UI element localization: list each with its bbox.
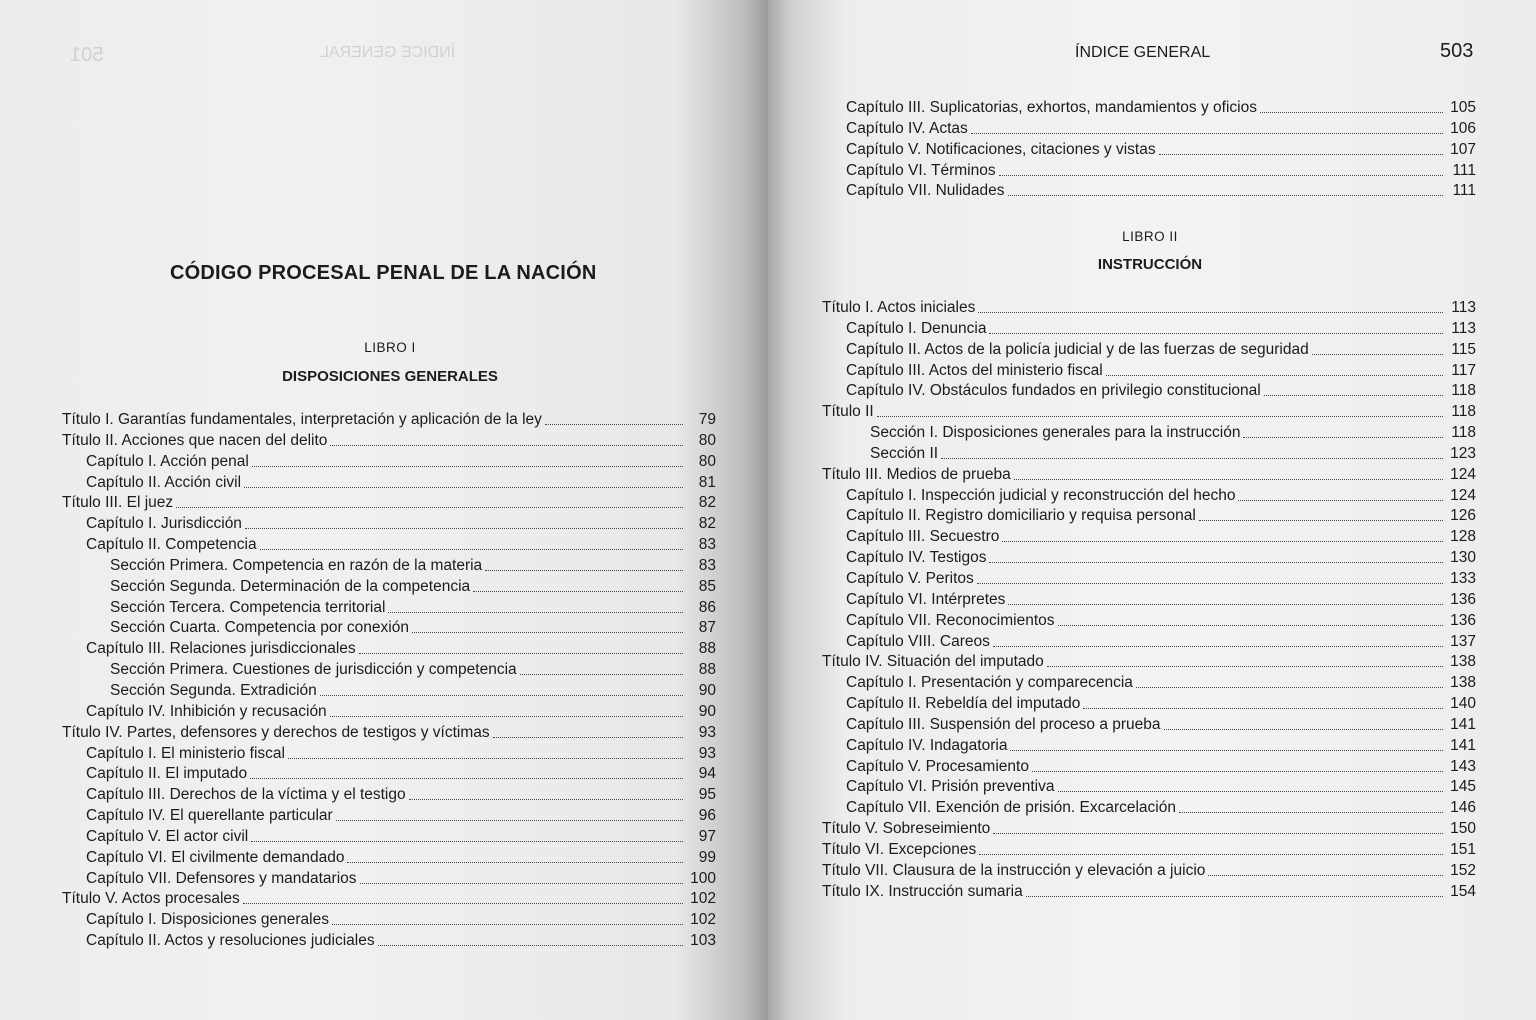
dot-leader xyxy=(1312,340,1443,355)
toc-entry-page: 117 xyxy=(1451,361,1476,379)
toc-entry-page: 99 xyxy=(698,848,716,866)
dot-leader xyxy=(1008,181,1443,196)
toc-entry-page: 97 xyxy=(698,827,716,845)
toc-entry-label: Capítulo II. Actos y resoluciones judiciales xyxy=(86,932,375,950)
toc-entry-page: 80 xyxy=(698,452,716,470)
toc-entry xyxy=(62,723,716,744)
dot-leader xyxy=(330,431,683,446)
toc-entry xyxy=(62,681,716,702)
toc-entry-page: 154 xyxy=(1450,882,1476,900)
toc-entry-label: Capítulo IV. Obstáculos fundados en privilegio constitucional xyxy=(846,382,1261,400)
toc-entry-label: Sección Primera. Competencia en razón de la materia xyxy=(110,556,483,574)
toc-entry xyxy=(62,431,716,452)
toc-entry-page: 88 xyxy=(698,640,716,658)
toc-entry-label: Capítulo II. Acción civil xyxy=(86,473,242,491)
toc-entry-page: 141 xyxy=(1450,715,1476,733)
toc-entry-page: 115 xyxy=(1451,340,1476,358)
toc-entry xyxy=(822,402,1476,423)
toc-entry-page: 126 xyxy=(1450,507,1476,525)
dot-leader xyxy=(1159,140,1443,155)
toc-entry-label: Título I. Actos iniciales xyxy=(822,299,976,316)
dot-leader xyxy=(473,577,683,592)
toc-entry-page: 79 xyxy=(698,411,716,428)
toc-entry-label: Capítulo III. Secuestro xyxy=(846,528,1000,546)
toc-entry-label: Capítulo VI. Intérpretes xyxy=(846,590,1006,608)
dot-leader xyxy=(332,910,683,925)
toc-entry xyxy=(822,736,1476,757)
toc-entry xyxy=(62,493,716,514)
dot-leader xyxy=(520,660,683,675)
toc-entry-page: 118 xyxy=(1451,424,1476,442)
toc-entry-label: Título II. Acciones que nacen del delito xyxy=(62,431,328,449)
toc-entry-label: Capítulo VII. Exención de prisión. Excarcelación xyxy=(846,799,1176,817)
toc-entry-label: Capítulo VII. Reconocimientos xyxy=(846,611,1055,629)
dot-leader xyxy=(347,848,683,863)
toc-entry-label: Título I. Garantías fundamentales, interpretación y aplicación de la ley xyxy=(62,411,542,428)
toc-entry xyxy=(62,827,716,848)
toc-entry-page: 80 xyxy=(698,431,716,449)
dot-leader xyxy=(1179,798,1443,813)
toc-entry-page: 124 xyxy=(1450,486,1476,504)
dot-leader xyxy=(1083,694,1443,709)
toc-entry-page: 88 xyxy=(698,661,716,679)
toc-entry xyxy=(822,486,1476,507)
toc-entry xyxy=(822,381,1476,402)
dot-leader xyxy=(1014,465,1443,480)
dot-leader xyxy=(244,473,683,488)
dot-leader xyxy=(1002,527,1443,542)
dot-leader xyxy=(1208,861,1443,876)
toc-entry-page: 102 xyxy=(690,890,716,908)
toc-entry-label: Capítulo II. Actos de la policía judicial y de las fuerzas de seguridad xyxy=(846,340,1309,358)
toc-entry xyxy=(822,298,1476,319)
toc-entry xyxy=(822,181,1476,202)
dot-leader xyxy=(971,119,1443,134)
dot-leader xyxy=(260,535,683,550)
toc-entry-page: 145 xyxy=(1450,778,1476,796)
toc-entry xyxy=(822,840,1476,861)
toc-entry-page: 82 xyxy=(698,494,716,512)
toc-entry-page: 90 xyxy=(698,681,716,699)
toc-entry xyxy=(62,410,716,431)
toc-entry-page: 90 xyxy=(698,702,716,720)
toc-entry-label: Título VI. Excepciones xyxy=(822,840,977,858)
toc-entry-page: 100 xyxy=(690,869,716,887)
toc-list-left xyxy=(62,410,716,952)
toc-entry xyxy=(822,98,1476,119)
toc-entry-label: Sección II xyxy=(870,444,939,462)
dot-leader xyxy=(412,618,683,633)
dot-leader xyxy=(243,889,683,904)
dot-leader xyxy=(360,869,683,884)
toc-entry-page: 81 xyxy=(698,473,716,491)
toc-entry-page: 111 xyxy=(1452,182,1476,200)
dot-leader xyxy=(320,681,683,696)
toc-entry xyxy=(62,869,716,890)
toc-entry xyxy=(822,527,1476,548)
toc-entry xyxy=(62,806,716,827)
dot-leader xyxy=(1058,777,1444,792)
toc-entry xyxy=(822,444,1476,465)
toc-entry-page: 138 xyxy=(1450,674,1476,692)
dot-leader xyxy=(250,764,683,779)
toc-entry-label: Capítulo III. Actos del ministerio fiscal xyxy=(846,361,1103,379)
toc-entry xyxy=(822,861,1476,882)
toc-entry xyxy=(822,590,1476,611)
toc-entry-label: Título II xyxy=(822,403,874,421)
dot-leader xyxy=(251,827,683,842)
toc-entry-label: Capítulo VIII. Careos xyxy=(846,632,990,650)
toc-entry-page: 106 xyxy=(1450,119,1476,137)
toc-entry-label: Título IX. Instrucción sumaria xyxy=(822,882,1023,900)
toc-entry-page: 123 xyxy=(1450,444,1476,462)
dot-leader xyxy=(989,548,1443,563)
toc-entry xyxy=(62,931,716,952)
page-number: 503 xyxy=(1440,40,1474,62)
dot-leader xyxy=(1136,673,1443,688)
dot-leader xyxy=(1264,381,1443,396)
toc-entry-label: Capítulo VI. Términos xyxy=(846,161,996,179)
dot-leader xyxy=(1058,611,1444,626)
dot-leader xyxy=(979,840,1443,855)
toc-entry-label: Capítulo I. Acción penal xyxy=(86,452,249,470)
dot-leader xyxy=(1047,652,1443,667)
toc-entry-label: Capítulo II. Competencia xyxy=(86,536,257,554)
toc-entry xyxy=(822,361,1476,382)
toc-entry-label: Capítulo III. Derechos de la víctima y el testigo xyxy=(86,786,406,804)
toc-entry-page: 94 xyxy=(698,765,716,783)
toc-entry-page: 111 xyxy=(1452,161,1476,179)
toc-entry-page: 103 xyxy=(690,932,716,950)
toc-entry xyxy=(822,882,1476,903)
dot-leader xyxy=(330,702,683,717)
toc-entry-page: 82 xyxy=(698,515,716,533)
toc-entry-page: 124 xyxy=(1450,465,1476,483)
toc-entry xyxy=(62,598,716,619)
show-through-running-head: ÍNDICE GENERAL xyxy=(320,44,456,61)
dot-leader xyxy=(1008,590,1443,605)
toc-entry-page: 113 xyxy=(1451,299,1476,316)
toc-entry-page: 83 xyxy=(698,556,716,574)
dot-leader xyxy=(1243,423,1443,438)
toc-entry-page: 151 xyxy=(1450,840,1476,858)
toc-entry-label: Sección Segunda. Determinación de la competencia xyxy=(110,577,471,595)
toc-entry-label: Capítulo V. Notificaciones, citaciones y vistas xyxy=(846,140,1156,158)
dot-leader xyxy=(409,785,683,800)
toc-entry-label: Título IV. Partes, defensores y derechos de testigos y víctimas xyxy=(62,723,490,741)
toc-entry xyxy=(822,694,1476,715)
toc-entry xyxy=(822,715,1476,736)
toc-entry-label: Capítulo I. Denuncia xyxy=(846,319,987,337)
libro-ii-label: LIBRO II xyxy=(1122,229,1178,244)
toc-entry xyxy=(822,632,1476,653)
toc-entry-label: Título V. Actos procesales xyxy=(62,890,240,908)
show-through-page-number: 501 xyxy=(70,44,104,66)
dot-leader xyxy=(1010,736,1443,751)
toc-entry-label: Título VII. Clausura de la instrucción y elevación a juicio xyxy=(822,861,1206,879)
dot-leader xyxy=(1238,486,1443,501)
dot-leader xyxy=(999,161,1443,176)
toc-entry xyxy=(822,506,1476,527)
toc-entry-label: Título III. El juez xyxy=(62,494,174,512)
toc-list-right xyxy=(822,298,1476,902)
toc-entry-label: Capítulo III. Suspensión del proceso a prueba xyxy=(846,715,1161,733)
toc-entry xyxy=(62,889,716,910)
toc-entry xyxy=(62,514,716,535)
dot-leader xyxy=(989,319,1443,334)
toc-entry-label: Capítulo IV. Actas xyxy=(846,119,968,137)
toc-entry-page: 128 xyxy=(1450,528,1476,546)
toc-entry-label: Capítulo II. El imputado xyxy=(86,765,248,783)
toc-entry-page: 118 xyxy=(1451,382,1476,400)
dot-leader xyxy=(1106,361,1443,376)
dot-leader xyxy=(288,744,683,759)
dot-leader xyxy=(993,819,1443,834)
toc-entry xyxy=(62,785,716,806)
toc-entry-label: Capítulo V. El actor civil xyxy=(86,827,249,845)
dot-leader xyxy=(359,639,683,654)
toc-entry xyxy=(822,423,1476,444)
toc-entry xyxy=(822,161,1476,182)
toc-entry-page: 150 xyxy=(1450,820,1476,838)
toc-entry-label: Capítulo V. Procesamiento xyxy=(846,757,1029,775)
toc-entry-page: 105 xyxy=(1450,99,1476,116)
toc-entry xyxy=(822,548,1476,569)
toc-entry-page: 96 xyxy=(698,807,716,825)
dot-leader xyxy=(1260,98,1443,113)
toc-entry-label: Sección Segunda. Extradición xyxy=(110,681,317,699)
toc-entry-label: Capítulo VI. Prisión preventiva xyxy=(846,778,1055,796)
toc-list-right-top xyxy=(822,98,1476,202)
toc-entry xyxy=(62,660,716,681)
toc-entry-label: Capítulo VI. El civilmente demandado xyxy=(86,848,345,866)
toc-entry xyxy=(62,452,716,473)
libro-label: LIBRO I xyxy=(364,340,416,355)
dot-leader xyxy=(977,569,1443,584)
toc-entry xyxy=(62,764,716,785)
toc-entry-label: Capítulo VII. Defensores y mandatarios xyxy=(86,869,357,887)
toc-entry xyxy=(62,744,716,765)
toc-entry-label: Título III. Medios de prueba xyxy=(822,465,1011,483)
dot-leader xyxy=(493,723,683,738)
toc-entry-page: 87 xyxy=(698,619,716,637)
toc-entry xyxy=(822,798,1476,819)
dot-leader xyxy=(252,452,683,467)
toc-entry xyxy=(822,140,1476,161)
toc-entry-page: 130 xyxy=(1450,549,1476,567)
toc-entry-label: Capítulo II. Registro domiciliario y requisa personal xyxy=(846,507,1196,525)
running-head: ÍNDICE GENERAL xyxy=(1075,44,1211,61)
toc-entry-page: 86 xyxy=(698,598,716,616)
toc-entry xyxy=(62,577,716,598)
toc-entry xyxy=(822,119,1476,140)
toc-entry xyxy=(822,465,1476,486)
toc-entry-page: 152 xyxy=(1450,861,1476,879)
dot-leader xyxy=(378,931,683,946)
dot-leader xyxy=(545,410,683,425)
dot-leader xyxy=(245,514,683,529)
dot-leader xyxy=(1032,757,1443,772)
toc-entry-page: 140 xyxy=(1450,695,1476,713)
toc-entry-page: 83 xyxy=(698,536,716,554)
toc-entry-label: Título V. Sobreseimiento xyxy=(822,820,991,838)
toc-entry-label: Capítulo II. Rebeldía del imputado xyxy=(846,695,1081,713)
toc-entry-label: Capítulo IV. Testigos xyxy=(846,549,987,567)
toc-entry xyxy=(62,848,716,869)
toc-entry-label: Capítulo V. Peritos xyxy=(846,569,974,587)
toc-entry-page: 118 xyxy=(1451,403,1476,421)
toc-entry xyxy=(822,819,1476,840)
toc-entry-page: 85 xyxy=(698,577,716,595)
toc-entry-page: 107 xyxy=(1450,140,1476,158)
toc-entry xyxy=(822,611,1476,632)
toc-entry-label: Capítulo IV. El querellante particular xyxy=(86,807,333,825)
toc-entry-page: 141 xyxy=(1450,736,1476,754)
toc-entry-label: Capítulo III. Relaciones jurisdiccionales xyxy=(86,640,356,658)
toc-entry-page: 102 xyxy=(690,911,716,929)
dot-leader xyxy=(1164,715,1443,730)
toc-entry-page: 113 xyxy=(1451,319,1476,337)
toc-entry-label: Capítulo I. Presentación y comparecencia xyxy=(846,674,1133,692)
dot-leader xyxy=(941,444,1443,459)
toc-entry xyxy=(822,777,1476,798)
toc-entry-page: 95 xyxy=(698,786,716,804)
toc-entry xyxy=(822,757,1476,778)
libro-ii-title: INSTRUCCIÓN xyxy=(1097,256,1203,273)
toc-entry-label: Sección I. Disposiciones generales para la instrucción xyxy=(870,424,1241,442)
toc-entry-label: Sección Primera. Cuestiones de jurisdicción y competencia xyxy=(110,661,517,679)
toc-entry-label: Capítulo IV. Indagatoria xyxy=(846,736,1008,754)
toc-entry-label: Capítulo III. Suplicatorias, exhortos, mandamientos y oficios xyxy=(846,99,1257,116)
toc-entry xyxy=(822,673,1476,694)
toc-entry-page: 93 xyxy=(698,723,716,741)
toc-entry xyxy=(62,535,716,556)
toc-entry-page: 138 xyxy=(1450,653,1476,671)
dot-leader xyxy=(388,598,683,613)
toc-entry-label: Capítulo I. Jurisdicción xyxy=(86,515,242,533)
toc-entry-page: 137 xyxy=(1450,632,1476,650)
libro-title: DISPOSICIONES GENERALES xyxy=(282,368,498,385)
dot-leader xyxy=(1199,506,1443,521)
dot-leader xyxy=(1026,882,1443,897)
toc-entry xyxy=(822,652,1476,673)
toc-entry xyxy=(62,702,716,723)
dot-leader xyxy=(485,556,683,571)
dot-leader xyxy=(877,402,1443,417)
toc-entry xyxy=(62,473,716,494)
toc-entry-label: Capítulo I. Disposiciones generales xyxy=(86,911,329,929)
dot-leader xyxy=(336,806,683,821)
toc-entry-page: 133 xyxy=(1450,569,1476,587)
toc-entry xyxy=(62,639,716,660)
dot-leader xyxy=(993,632,1443,647)
book-title: CÓDIGO PROCESAL PENAL DE LA NACIÓN xyxy=(170,262,597,284)
toc-entry xyxy=(62,556,716,577)
toc-entry-page: 136 xyxy=(1450,590,1476,608)
toc-entry xyxy=(822,340,1476,361)
toc-entry-page: 136 xyxy=(1450,611,1476,629)
toc-entry-page: 143 xyxy=(1450,757,1476,775)
toc-entry xyxy=(62,618,716,639)
toc-entry-page: 93 xyxy=(698,744,716,762)
dot-leader xyxy=(978,298,1443,313)
toc-entry-label: Título IV. Situación del imputado xyxy=(822,653,1044,671)
toc-entry xyxy=(822,569,1476,590)
toc-entry-label: Capítulo VII. Nulidades xyxy=(846,182,1005,200)
toc-entry xyxy=(62,910,716,931)
toc-entry xyxy=(822,319,1476,340)
dot-leader xyxy=(176,493,683,508)
toc-entry-label: Sección Cuarta. Competencia por conexión xyxy=(110,619,409,637)
toc-entry-label: Capítulo IV. Inhibición y recusación xyxy=(86,702,327,720)
toc-entry-label: Capítulo I. Inspección judicial y reconstrucción del hecho xyxy=(846,486,1236,504)
toc-entry-page: 146 xyxy=(1450,799,1476,817)
toc-entry-label: Capítulo I. El ministerio fiscal xyxy=(86,744,285,762)
toc-entry-label: Sección Tercera. Competencia territorial xyxy=(110,598,386,616)
